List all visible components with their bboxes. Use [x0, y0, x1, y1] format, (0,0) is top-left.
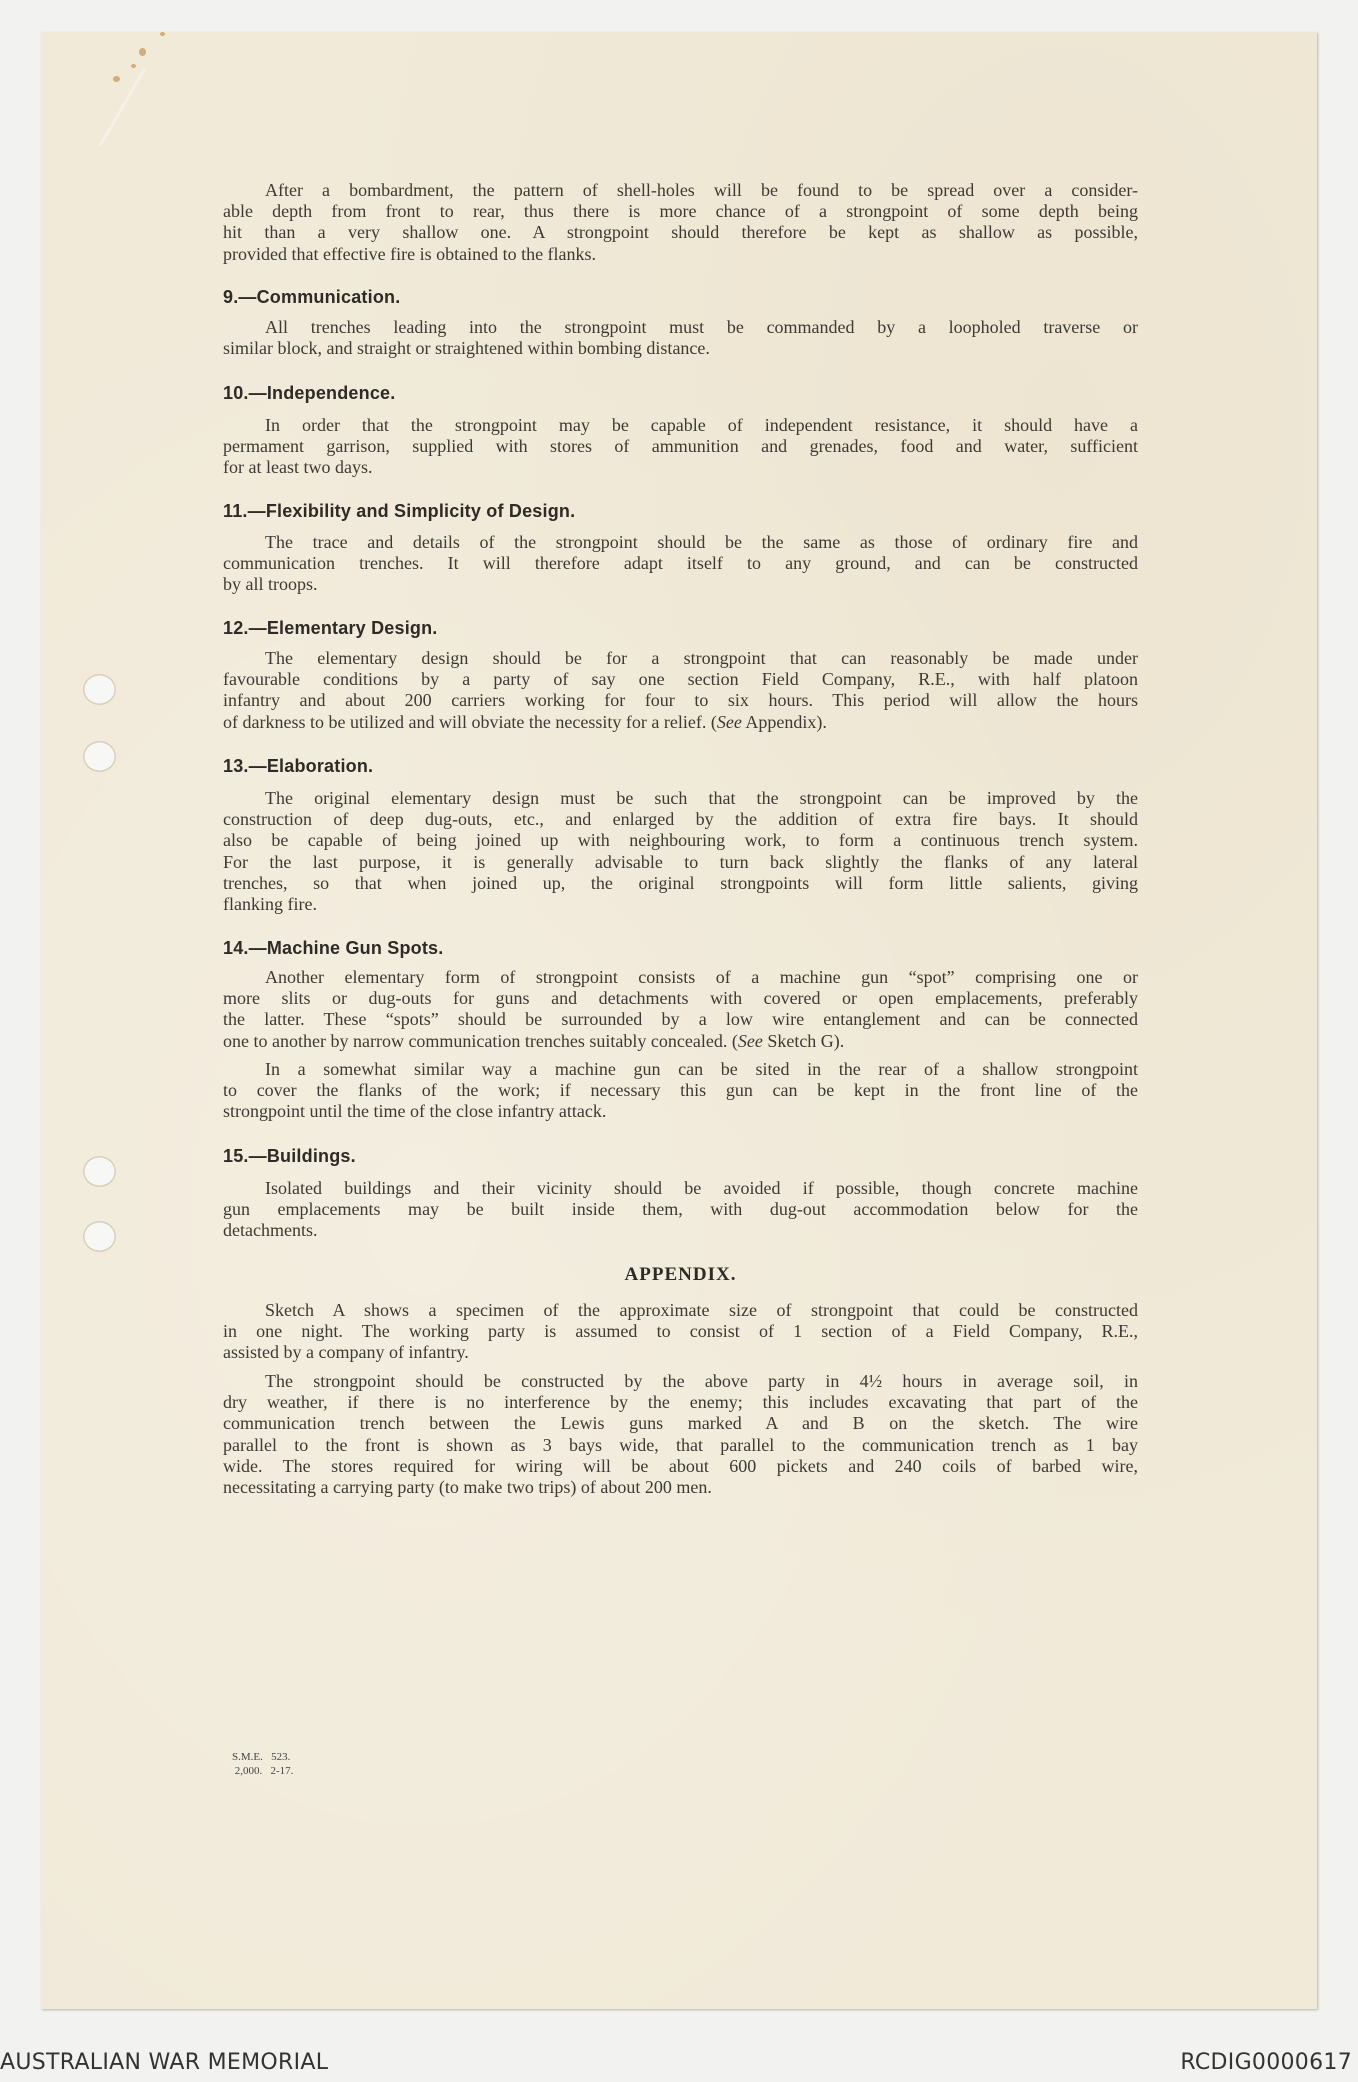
machine-gun-paragraph	[223, 1059, 1138, 1123]
communication-paragraph	[223, 317, 1138, 359]
text-line: Another elementary form of strongpoint consists of a machine gun “spot” comprising one or	[265, 967, 1138, 987]
text-line: infantry and about 200 carriers working for four to six hours. This period will allow the hours	[223, 690, 1138, 711]
text-line: All trenches leading into the strongpoint must be commanded by a loopholed traverse or	[265, 317, 1138, 337]
flexibility-paragraph	[223, 532, 1138, 596]
text-line: provided that effective fire is obtained to the flanks.	[223, 243, 597, 264]
appendix-paragraph	[223, 1300, 1138, 1364]
text-line: The strongpoint should be constructed by the above party in 4½ hours in average soil, in	[265, 1371, 1138, 1391]
appendix-heading: APPENDIX.	[624, 1264, 737, 1285]
text-line: by all troops.	[223, 574, 318, 595]
elaboration-heading: 13.—Elaboration.	[223, 756, 374, 776]
text-line: wide. The stores required for wiring will be about 600 pickets and 240 coils of barbed wire,	[223, 1455, 1138, 1476]
rust-stain	[160, 32, 165, 36]
text-line: permament garrison, supplied with stores of ammunition and grenades, food and water, sufficient	[223, 436, 1138, 457]
text-line: for at least two days.	[223, 457, 373, 478]
elaboration-paragraph	[223, 788, 1138, 915]
text-line: The original elementary design must be such that the strongpoint can be improved by the	[265, 788, 1138, 808]
elementary-paragraph	[223, 648, 1138, 733]
appendix-paragraph	[223, 1371, 1138, 1498]
buildings-heading: 15.—Buildings.	[223, 1146, 356, 1166]
intro-paragraph	[223, 180, 1138, 265]
text-line: detachments.	[223, 1220, 318, 1241]
elementary-heading: 12.—Elementary Design.	[223, 618, 438, 638]
text-line: necessitating a carrying party (to make two trips) of about 200 men.	[223, 1477, 712, 1498]
print-code	[232, 1750, 293, 1778]
text-line: communication trench between the Lewis guns marked A and B on the sketch. The wire	[223, 1413, 1138, 1434]
text-line: more slits or dug-outs for guns and detachments with covered or open emplacements, preferably	[223, 988, 1138, 1009]
text-line: also be capable of being joined up with neighbouring work, to form a continuous trench system.	[223, 830, 1138, 851]
text-line: favourable conditions by a party of say one section Field Company, R.E., with half platoon	[223, 669, 1138, 690]
text-line: one to another by narrow communication trenches suitably concealed. (See Sketch G).	[223, 1030, 845, 1051]
text-line: flanking fire.	[223, 894, 317, 915]
text-line: After a bombardment, the pattern of shell-holes will be found to be spread over a consider-	[265, 180, 1138, 200]
punch-hole	[83, 741, 116, 772]
independence-paragraph	[223, 415, 1138, 479]
text-line: hit than a very shallow one. A strongpoint should therefore be kept as shallow as possible,	[223, 222, 1138, 243]
punch-hole	[83, 1156, 116, 1187]
text-line: parallel to the front is shown as 3 bays wide, that parallel to the communication trench as 1 bay	[223, 1434, 1138, 1455]
text-line: The trace and details of the strongpoint should be the same as those of ordinary fire and	[265, 532, 1138, 552]
punch-hole	[83, 674, 116, 705]
text-line: In a somewhat similar way a machine gun can be sited in the rear of a shallow strongpoint	[265, 1059, 1138, 1079]
text-line: the latter. These “spots” should be surrounded by a low wire entanglement and can be connected	[223, 1009, 1138, 1030]
independence-heading: 10.—Independence.	[223, 383, 396, 403]
text-line: The elementary design should be for a strongpoint that can reasonably be made under	[265, 648, 1138, 668]
punch-hole	[83, 1221, 116, 1252]
text-line: assisted by a company of infantry.	[223, 1342, 469, 1363]
text-line: in one night. The working party is assumed to consist of 1 section of a Field Company, R.E.,	[223, 1321, 1138, 1342]
text-line: similar block, and straight or straightened within bombing distance.	[223, 338, 710, 359]
text-line: strongpoint until the time of the close infantry attack.	[223, 1101, 607, 1122]
text-line: of darkness to be utilized and will obviate the necessity for a relief. (See Appendix).	[223, 711, 827, 732]
rust-stain	[131, 64, 136, 68]
text-line: Isolated buildings and their vicinity should be avoided if possible, though concrete machine	[265, 1178, 1138, 1198]
text-line: gun emplacements may be built inside them, with dug-out accommodation below for the	[223, 1199, 1138, 1220]
text-line: to cover the flanks of the work; if necessary this gun can be kept in the front line of the	[223, 1080, 1138, 1101]
text-line: Sketch A shows a specimen of the approximate size of strongpoint that could be constructed	[265, 1300, 1138, 1320]
paper-crease	[99, 67, 147, 146]
flexibility-heading: 11.—Flexibility and Simplicity of Design.	[223, 501, 576, 521]
text-line: For the last purpose, it is generally advisable to turn back slightly the flanks of any lateral	[223, 851, 1138, 872]
print-code-line1: S.M.E. 523.	[232, 1751, 291, 1763]
machine-gun-paragraph	[223, 967, 1138, 1052]
text-line: In order that the strongpoint may be capable of independent resistance, it should have a	[265, 415, 1138, 435]
text-line: trenches, so that when joined up, the original strongpoints will form little salients, giving	[223, 872, 1138, 893]
machine-gun-heading: 14.—Machine Gun Spots.	[223, 938, 444, 958]
print-code-line2: 2,000. 2-17.	[232, 1765, 294, 1777]
text-line: communication trenches. It will therefore adapt itself to any ground, and can be constructed	[223, 553, 1138, 574]
text-line: construction of deep dug-outs, etc., and enlarged by the addition of extra fire bays. It should	[223, 809, 1138, 830]
footer-record-id: RCDIG0000617	[1180, 2050, 1352, 2075]
text-line: dry weather, if there is no interference by the enemy; this includes excavating that part of the	[223, 1392, 1138, 1413]
buildings-paragraph	[223, 1178, 1138, 1242]
rust-stain	[139, 48, 146, 56]
text-line: able depth from front to rear, thus there is more chance of a strongpoint of some depth being	[223, 201, 1138, 222]
communication-heading: 9.—Communication.	[223, 287, 401, 307]
rust-stain	[113, 76, 120, 82]
footer-institution: AUSTRALIAN WAR MEMORIAL	[0, 2050, 329, 2075]
